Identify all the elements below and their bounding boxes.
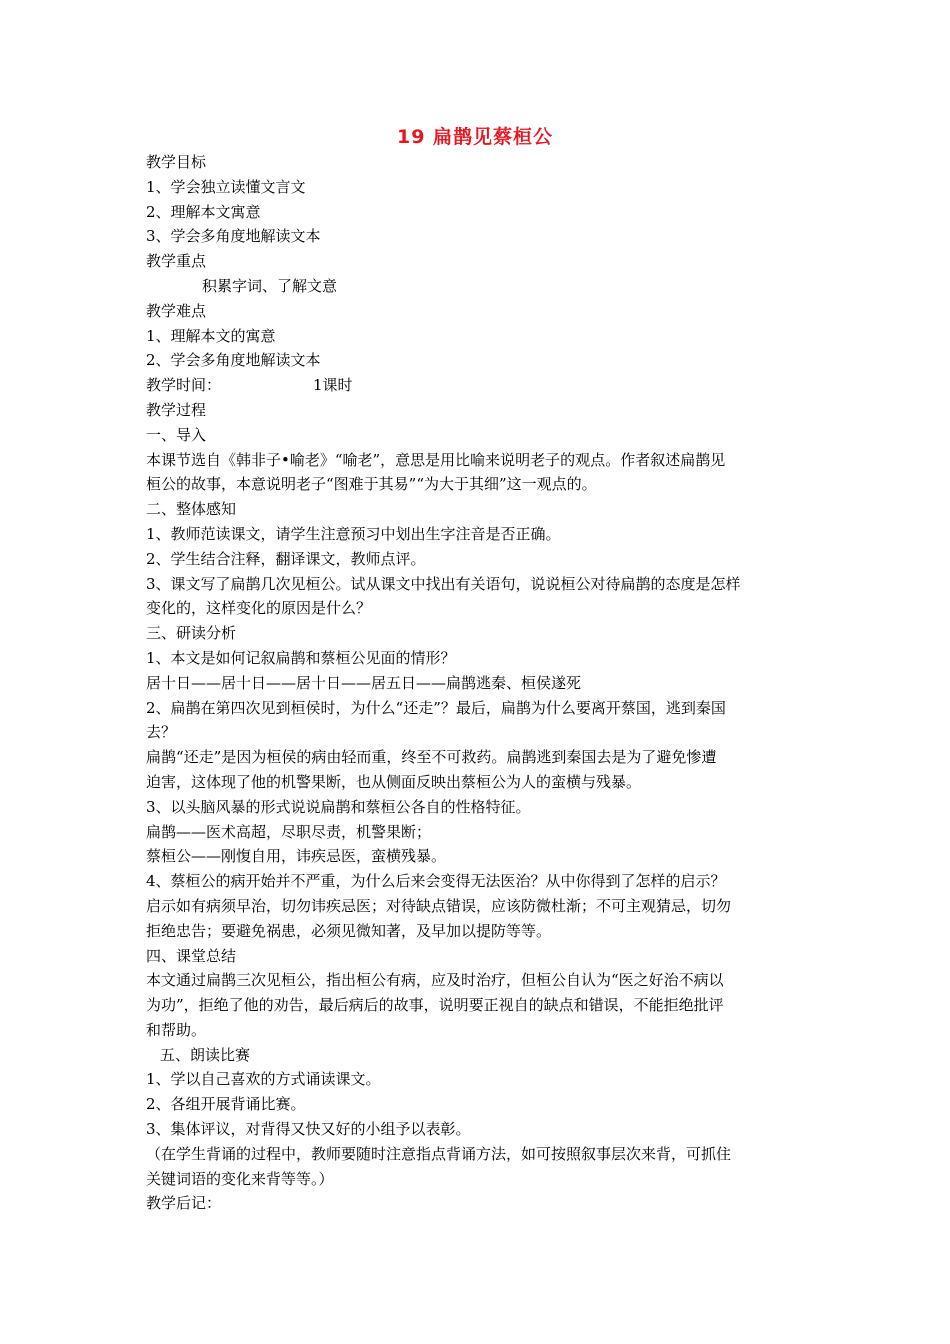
teaching-time-value: 1课时	[313, 376, 353, 395]
paragraph-line: 本课节选自《韩非子•喻老》“喻老”，意思是用比喻来说明老子的观点。作者叙述扁鹊见	[146, 450, 726, 469]
paragraph-line: 扁鹊“还走”是因为桓侯的病由轻而重，终至不可救药。扁鹊逃到秦国去是为了避免惨遭	[146, 748, 717, 767]
difficulty-item: 1、理解本文的寓意	[146, 326, 276, 345]
section-heading-overall: 二、整体感知	[146, 500, 237, 519]
section-heading-intro: 一、导入	[146, 425, 207, 444]
heading-key-points: 教学重点	[146, 252, 207, 271]
list-item: 3、课文写了扁鹊几次见桓公。试从课文中找出有关语句，说说桓公对待扁鹊的态度是怎样	[146, 574, 741, 593]
list-item: 2、学生结合注释，翻译课文，教师点评。	[146, 549, 426, 568]
difficulty-item: 2、学会多角度地解读文本	[146, 351, 321, 370]
heading-teaching-process: 教学过程	[146, 400, 207, 419]
paragraph-line: 变化的，这样变化的原因是什么？	[146, 599, 372, 618]
paragraph-line: 去？	[146, 723, 177, 742]
paragraph-line: 启示如有病须早治，切勿讳疾忌医；对待缺点错误，应该防微杜渐；不可主观猜忌，切勿	[146, 896, 732, 915]
paragraph-line: 桓公的故事，本意说明老子“图难于其易”“为大于其细”这一观点的。	[146, 475, 597, 494]
list-item: 4、蔡桓公的病开始并不严重，为什么后来会变得无法医治？从中你得到了怎样的启示？	[146, 872, 726, 891]
teaching-time-row	[146, 373, 810, 398]
paragraph-line: 拒绝忠告；要避免祸患，必须见微知著，及早加以提防等等。	[146, 921, 552, 940]
goal-item: 3、学会多角度地解读文本	[146, 227, 321, 246]
paragraph-line: 迫害，这体现了他的机警果断，也从侧面反映出蔡桓公为人的蛮横与残暴。	[146, 772, 642, 791]
list-item: 1、本文是如何记叙扁鹊和蔡桓公见面的情形？	[146, 648, 456, 667]
list-item: 2、各组开展背诵比赛。	[146, 1095, 306, 1114]
list-item: 2、扁鹊在第四次见到桓侯时，为什么“还走”？最后，扁鹊为什么要离开蔡国，逃到秦国	[146, 698, 726, 717]
goal-item: 1、学会独立读懂文言文	[146, 177, 306, 196]
goal-item: 2、理解本文寓意	[146, 202, 261, 221]
list-item: 1、教师范读课文，请学生注意预习中划出生字注音是否正确。	[146, 524, 561, 543]
list-item: 1、学以自己喜欢的方式诵读课文。	[146, 1070, 381, 1089]
teaching-time-label: 教学时间：	[146, 376, 222, 395]
document-body	[146, 150, 810, 1216]
paragraph-line: 蔡桓公——刚愎自用，讳疾忌医，蛮横残暴。	[146, 847, 447, 866]
paragraph-line: 本文通过扁鹊三次见桓公，指出桓公有病，应及时治疗，但桓公自认为“医之好治不病以	[146, 971, 724, 990]
paragraph-line: （在学生背诵的过程中，教师要随时注意指点背诵方法，如可按照叙事层次来背，可抓住	[146, 1144, 732, 1163]
heading-postscript: 教学后记：	[146, 1194, 222, 1213]
list-item: 3、以头脑风暴的形式说说扁鹊和蔡桓公各自的性格特征。	[146, 797, 531, 816]
paragraph-line: 居十日——居十日——居十日——居五日——扁鹊逃秦、桓侯遂死	[146, 673, 582, 692]
section-heading-summary: 四、课堂总结	[146, 946, 237, 965]
paragraph-line: 扁鹊——医术高超，尽职尽责，机警果断；	[146, 822, 432, 841]
paragraph-line: 关键词语的变化来背等等。）	[146, 1169, 334, 1188]
heading-teaching-goals: 教学目标	[146, 153, 207, 171]
section-heading-analysis: 三、研读分析	[146, 624, 237, 643]
document-title: 19 扁鹊见蔡桓公	[396, 126, 554, 148]
paragraph-line: 为功”，拒绝了他的劝告，最后病后的故事，说明要正视自的缺点和错误，不能拒绝批评	[146, 996, 724, 1015]
section-heading-reading-contest: 五、朗读比赛	[160, 1045, 251, 1064]
list-item: 3、集体评议，对背得又快又好的小组予以表彰。	[146, 1120, 471, 1139]
key-point-text: 积累字词、了解文意	[202, 276, 338, 295]
paragraph-line: 和帮助。	[146, 1020, 207, 1039]
heading-difficulties: 教学难点	[146, 301, 207, 320]
